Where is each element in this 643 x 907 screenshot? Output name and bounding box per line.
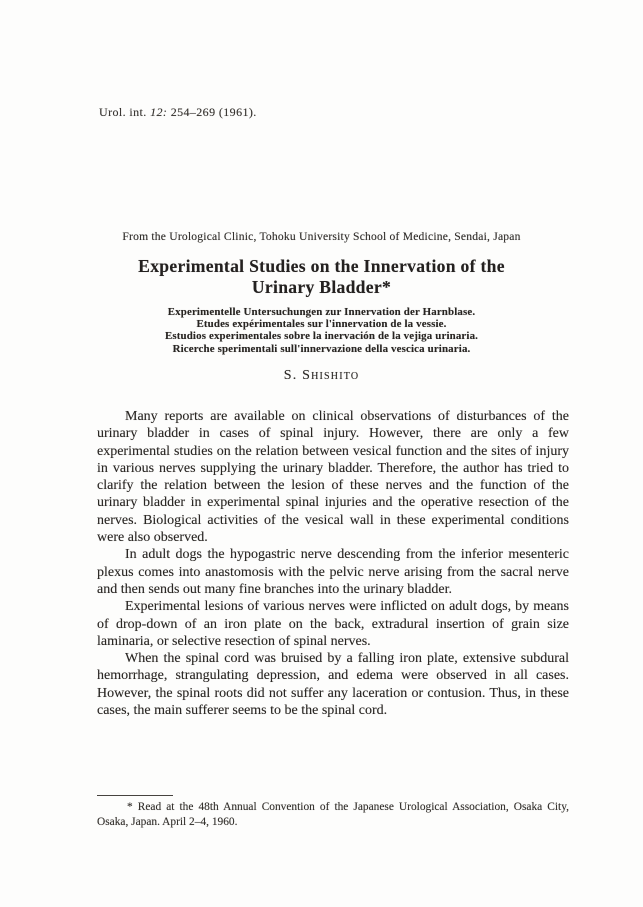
article-title xyxy=(0,256,643,297)
translated-titles xyxy=(0,306,643,355)
translated-title-spanish: Estudios experimentales sobre la inervación de la vejiga urinaria. xyxy=(164,330,479,343)
translated-title-italian: Ricerche sperimentali sull'innervazione della vescica urinaria. xyxy=(172,342,471,355)
title-line-2: Urinary Bladder* xyxy=(251,276,392,297)
body-paragraph-3: Experimental lesions of various nerves were inflicted on adult dogs, by means of drop-down of an iron plate on the back, extradural insertion of grain size laminaria, or selective resection of spinal nerves. xyxy=(97,599,569,649)
journal-citation xyxy=(99,105,257,120)
citation-pages: 254–269 (1961). xyxy=(170,105,257,119)
translated-title-german: Experimentelle Untersuchungen zur Innervation der Harnblase. xyxy=(167,306,476,318)
footnote-section xyxy=(97,795,569,829)
article-body xyxy=(97,408,569,719)
citation-journal: Urol. int. xyxy=(99,105,151,119)
body-paragraph-1: Many reports are available on clinical observations of disturbances of the urinary bladder in cases of spinal injury. However, there are only a few experimental studies on the relation between vesical function and the sites of injury in various nerves supplying the urinary bladder. Therefore, the author has tried to clarify the relation between the lesion of these nerves and the function of the urinary bladder in experimental spinal injuries and the operative resection of the nerves. Biological activities of the vesical wall in these experimental conditions were also observed. xyxy=(97,409,569,546)
author-name: S. Shishito xyxy=(283,368,360,383)
body-paragraph-4: When the spinal cord was bruised by a falling iron plate, extensive subdural hemorrhage, strangulating depression, and edema were observed in all cases. However, the spinal roots did not suffer any laceration or contusion. Thus, in these cases, the main sufferer seems to be the spinal cord. xyxy=(97,651,569,719)
affiliation-line: From the Urological Clinic, Tohoku University School of Medicine, Sendai, Japan xyxy=(122,230,521,243)
citation-volume: 12: xyxy=(150,105,171,119)
footnote-divider xyxy=(97,795,173,796)
footnote-text: * Read at the 48th Annual Convention of the Japanese Urological Association, Osaka City, Osaka, Japan. April 2–4, 1960. xyxy=(97,801,569,828)
title-line-1: Experimental Studies on the Innervation of the xyxy=(138,256,505,276)
translated-title-french: Etudes expérimentales sur l'innervation de la vessie. xyxy=(196,318,447,331)
body-paragraph-2: In adult dogs the hypogastric nerve descending from the inferior mesenteric plexus comes into anastomosis with the pelvic nerve arising from the sacral nerve and then sends out many fine branches into the urinary bladder. xyxy=(97,547,569,597)
